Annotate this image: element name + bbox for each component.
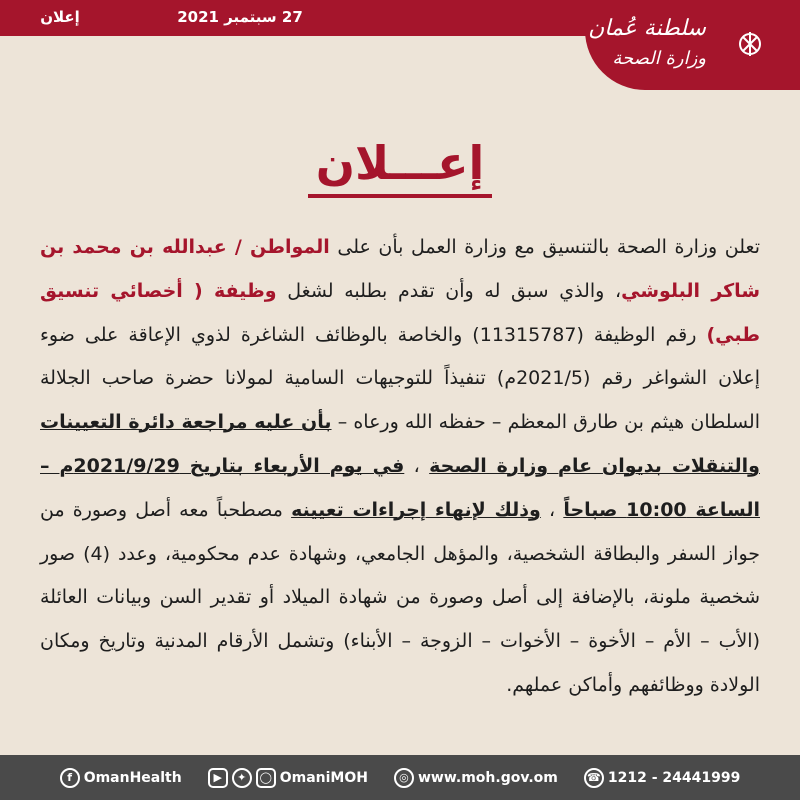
facebook-handle: OmanHealth	[83, 769, 182, 786]
page-title	[200, 136, 600, 190]
logo-text-sultanate: سلطنة عُمان	[588, 16, 706, 41]
body-intro: تعلن وزارة الصحة بالتنسيق مع وزارة العمل بأن على	[329, 236, 760, 258]
review-instruction: بأن عليه مراجعة دائرة التعيينات والتنقلات بديوان عام وزارة الصحة	[40, 411, 760, 477]
announcement-label: إعلان	[40, 8, 80, 26]
page-title-text: إعـــلان	[308, 136, 493, 198]
instagram-icon: ◯	[256, 768, 276, 788]
website-url: www.moh.gov.om	[417, 769, 558, 786]
youtube-icon: ▶	[208, 768, 228, 788]
announcement-body	[40, 226, 760, 708]
body-text-3: رقم الوظيفة (11315787) والخاصة بالوظائف الشاغرة لذوي الإعاقة على ضوء إعلان الشواغر رقم (2021/5م) تنفيذاً للتوجيهات السامية لمولانا حضرة صاحب الجلالة السلطان هيثم بن طارق المعظم – حفظه الله ورعاه –	[40, 323, 760, 434]
logo-text-ministry: وزارة الصحة	[612, 48, 706, 69]
phone-number: 1212 - 24441999	[607, 769, 741, 786]
header	[0, 0, 800, 90]
social-handle: OmaniMOH	[279, 769, 368, 786]
body-text-4: ،	[404, 454, 430, 477]
appointment-date-time: في يوم الأربعاء بتاريخ 2021/9/29م – الساعة 10:00 صباحاً	[40, 454, 760, 521]
body-text-6: مصطحباً معه أصل وصورة من جواز السفر والبطاقة الشخصية، والمؤهل الجامعي، وشهادة عدم محكومية، وعدد (4) صور شخصية ملونة، بالإضافة إلى أصل وصورة من شهادة الميلاد أو تقدير السن وبيانات العائلة (الأب – الأم – الأخوة – الأخوات – الزوجة – الأبناء) وتشمل الأرقام المدنية وتاريخ ومكان الولادة ووظائفهم وأماكن عملهم.	[40, 498, 761, 696]
ministry-logo	[588, 8, 790, 80]
job-title: وظيفة ( أخصائي تنسيق طبي)	[40, 279, 760, 346]
twitter-icon: ✦	[232, 768, 252, 788]
facebook-icon: f	[60, 768, 80, 788]
footer	[0, 755, 800, 800]
announcement-date: 27 سبتمبر 2021	[177, 8, 303, 26]
footer-website[interactable]	[394, 768, 558, 788]
footer-phone[interactable]	[584, 768, 740, 788]
phone-icon: ☎	[584, 768, 604, 788]
footer-facebook[interactable]	[60, 768, 182, 788]
footer-social[interactable]	[208, 768, 368, 788]
body-text-5: ،	[540, 498, 564, 521]
crescent-emblem-icon	[710, 8, 790, 80]
body-text-2: ، والذي سبق له وأن تقدم بطلبه لشغل	[276, 279, 622, 302]
citizen-name: المواطن / عبدالله بن محمد بن شاكر البلوشي	[40, 236, 761, 302]
appointment-purpose: وذلك لإنهاء إجراءات تعيينه	[291, 498, 541, 521]
web-icon: ◎	[394, 768, 414, 788]
